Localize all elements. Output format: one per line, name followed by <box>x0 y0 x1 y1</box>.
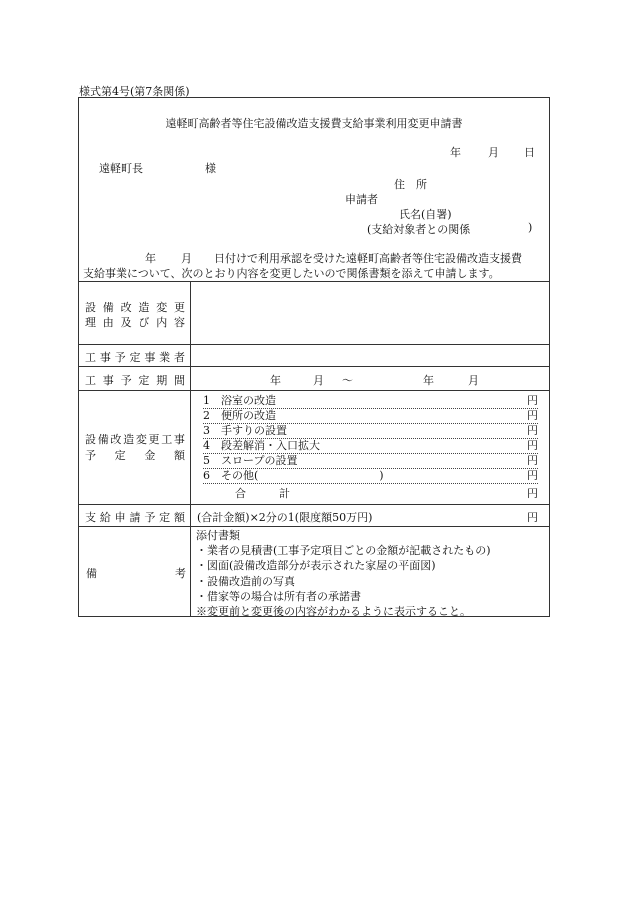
request-unit[interactable]: 円 <box>527 511 538 524</box>
label-char: 額 <box>173 449 185 462</box>
label-char: 備 <box>97 433 109 446</box>
row-divider <box>79 366 549 367</box>
label-char: 備 <box>102 301 114 314</box>
date-month[interactable]: 月 <box>488 146 499 159</box>
table-column-divider <box>190 281 191 617</box>
total-label: 合 計 <box>235 487 290 500</box>
period-end-year[interactable]: 年 <box>423 374 434 387</box>
body-month: 月 <box>181 252 192 265</box>
label-char: 内 <box>156 316 168 329</box>
period-end-month[interactable]: 月 <box>468 374 479 387</box>
remarks-line: ・借家等の場合は所有者の承諾書 <box>196 589 361 603</box>
remarks-line: ・設備改造前の写真 <box>196 574 295 588</box>
amount-label-1 <box>85 431 185 447</box>
relation-label: (支給対象者との関係 <box>367 223 471 236</box>
address-label: 住 所 <box>394 178 427 191</box>
application-form <box>78 97 550 617</box>
total-unit[interactable]: 円 <box>527 487 538 500</box>
row-divider <box>79 344 549 345</box>
date-day[interactable]: 日 <box>524 146 535 159</box>
label-char: 造 <box>138 301 150 314</box>
label-char: 事 <box>99 351 111 364</box>
label-char: 期 <box>156 374 168 387</box>
amount-item-row[interactable] <box>203 454 538 469</box>
yen-unit: 円 <box>527 469 538 482</box>
label-char: 変 <box>135 433 147 446</box>
label-char: 申 <box>114 511 126 524</box>
label-char: 間 <box>173 374 185 387</box>
label-char: 及 <box>120 316 132 329</box>
form-number: 様式第4号(第7条関係) <box>79 85 190 98</box>
form-title: 遠軽町高齢者等住宅設備改造支援費支給事業利用変更申請書 <box>165 117 463 130</box>
label-char: 定 <box>159 511 171 524</box>
period-start-year[interactable]: 年 <box>270 374 281 387</box>
remarks-line: ※変更前と変更後の内容がわかるように表示すること。 <box>196 605 471 619</box>
label-char: 工 <box>85 374 96 387</box>
label-char: 予 <box>120 374 132 387</box>
period-start-month[interactable]: 月 <box>313 374 324 387</box>
label-char: 設 <box>85 301 96 314</box>
reason-label-2 <box>85 314 185 330</box>
label-char: 更 <box>173 301 185 314</box>
table-top-border <box>79 281 549 282</box>
label-char: 予 <box>114 351 126 364</box>
remarks-label-1: 備 <box>86 567 97 580</box>
row-divider <box>79 504 549 505</box>
label-char: 理 <box>85 316 96 329</box>
relation-close: ) <box>528 221 533 234</box>
remarks-line: 添付書類 <box>196 529 240 542</box>
label-char: 設 <box>85 433 96 446</box>
yen-unit: 円 <box>527 424 538 437</box>
body-year: 年 <box>145 252 156 265</box>
period-label <box>85 372 185 388</box>
amount-item-label: 5 スロープの設置 <box>203 454 298 467</box>
label-char: 金 <box>144 449 156 462</box>
contractor-label <box>85 349 185 365</box>
amount-label-2 <box>85 447 185 463</box>
label-char: 改 <box>110 433 122 446</box>
remarks-list <box>196 528 491 619</box>
label-char: 工 <box>161 433 173 446</box>
label-char: び <box>138 316 150 329</box>
label-char: 容 <box>173 316 185 329</box>
label-char: 由 <box>102 316 114 329</box>
addressee-name: 遠軽町長 <box>99 162 143 175</box>
date-year[interactable]: 年 <box>450 146 461 159</box>
yen-unit: 円 <box>527 454 538 467</box>
label-char: 事 <box>144 351 156 364</box>
label-char: 定 <box>129 351 141 364</box>
label-char: 更 <box>148 433 160 446</box>
amount-item-row[interactable] <box>203 409 538 424</box>
label-char: 請 <box>129 511 141 524</box>
body-line-1: 日付けで利用承認を受けた遠軽町高齢者等住宅設備改造支援費 <box>214 252 522 265</box>
label-char: 者 <box>173 351 185 364</box>
label-char: 定 <box>114 449 126 462</box>
label-char: 事 <box>173 433 185 446</box>
amount-item-row[interactable] <box>203 439 538 454</box>
amount-item-row[interactable] <box>203 394 538 409</box>
body-line-2: 支給事業について、次のとおり内容を変更したいので関係書類を添えて申請します。 <box>83 267 500 280</box>
remarks-line: ・業者の見積書(工事予定項目ごとの金額が記載されたもの) <box>196 544 491 558</box>
label-char: 工 <box>85 351 96 364</box>
remarks-line: ・図面(設備改造部分が表示された家屋の平面図) <box>196 559 436 573</box>
amount-item-row[interactable] <box>203 424 538 439</box>
addressee-honorific: 様 <box>205 162 216 175</box>
amount-item-label: 3 手すりの設置 <box>203 424 287 437</box>
amount-item-label: 4 段差解消・入口拡大 <box>203 439 320 452</box>
yen-unit: 円 <box>527 409 538 422</box>
label-char: 支 <box>85 511 96 524</box>
label-char: 業 <box>159 351 171 364</box>
amount-item-label: 6 その他( ) <box>203 469 384 482</box>
label-char: 改 <box>120 301 132 314</box>
yen-unit: 円 <box>527 439 538 452</box>
period-tilde: ～ <box>342 374 353 387</box>
label-char: 定 <box>138 374 150 387</box>
applicant-label: 申請者 <box>345 193 378 206</box>
label-char: 予 <box>144 511 156 524</box>
label-char: 額 <box>173 511 185 524</box>
reason-input-area[interactable] <box>193 284 547 342</box>
amount-item-label: 1 浴室の改造 <box>203 394 276 407</box>
row-divider <box>79 390 549 391</box>
label-char: 予 <box>85 449 96 462</box>
request-label <box>85 509 185 525</box>
row-divider <box>79 526 549 527</box>
applicant-name-label: 氏名(自署) <box>399 208 452 221</box>
label-char: 事 <box>102 374 114 387</box>
amount-item-row[interactable] <box>203 469 538 484</box>
label-char: 変 <box>156 301 168 314</box>
amount-item-label: 2 便所の改造 <box>203 409 276 422</box>
request-formula: (合計金額)×2分の1(限度額50万円) <box>197 511 373 524</box>
contractor-input[interactable] <box>193 347 547 364</box>
remarks-label-2: 考 <box>175 567 186 580</box>
reason-label-1 <box>85 299 185 315</box>
label-char: 造 <box>123 433 135 446</box>
label-char: 給 <box>99 511 111 524</box>
yen-unit: 円 <box>527 394 538 407</box>
